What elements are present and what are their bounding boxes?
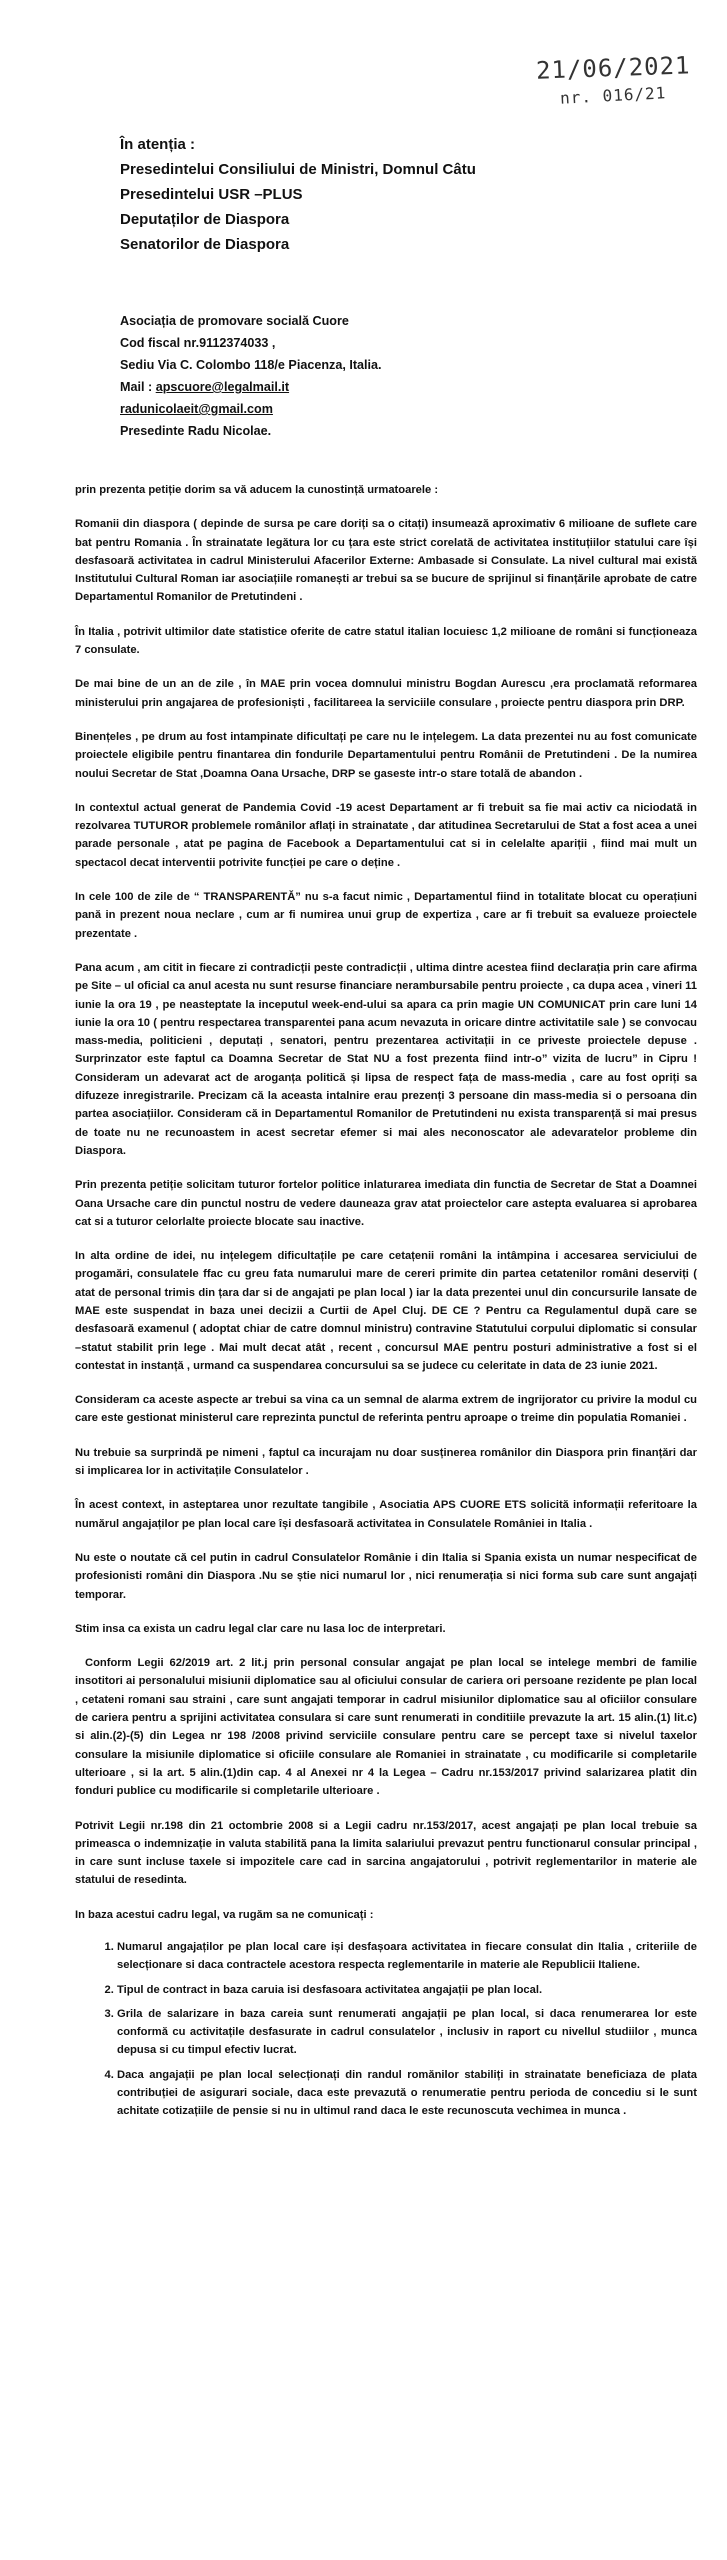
sender-address: Sediu Via C. Colombo 118/e Piacenza, Italia. <box>120 358 382 372</box>
sender-president: Presedinte Radu Nicolae. <box>120 424 272 438</box>
mail-link-secondary[interactable]: radunicolaeit@gmail.com <box>120 402 273 416</box>
list-item: 2. Tipul de contract in baza caruia isi desfasoara activitatea angajații pe plan local. <box>117 1981 697 1999</box>
addressee-line: Presedintelui Consiliului de Ministri, Domnul Câtu <box>120 161 476 178</box>
body-paragraph: Potrivit Legii nr.198 din 21 octombrie 2008 si a Legii cadru nr.153/2017, acest angajați pe plan local trebuie sa primeasca o indemnizație in valuta stabilită pana la limita salariului prevazut pentru functionarul consular principal , in care sunt incluse taxele si impozitele care cad in sarcina angajatorului , potrivit reglementarilor in materie ale statului de resedinta. <box>75 1819 697 1887</box>
body-paragraph: Prin prezenta petiție solicitam tuturor fortelor politice inlaturarea imediata din functia de Secretar de Stat a Doamnei Oana Ursache care din punctul nostru de vedere dauneaza grav atat proiectelor care astepta evaluarea si aprobarea cat si a tuturor celorlalte proiecte blocate sau inactive. <box>75 1179 697 1228</box>
body-paragraph: În acest context, in asteptarea unor rezultate tangibile , Asociatia APS CUORE ETS solicită informații referitoare la numărul angajaților pe plan local care își desfasoară activitatea in Consulatele României in Italia . <box>75 1499 697 1530</box>
addressee-block <box>120 132 687 257</box>
body-paragraph: Consideram ca aceste aspecte ar trebui sa vina ca un semnal de alarma extrem de ingrijorator cu privire la modul cu care este gestionat ministerul care reprezinta punctul de referinta pentru aproape o treime din populatia Romaniei . <box>75 1394 697 1425</box>
addressee-line: Senatorilor de Diaspora <box>120 236 290 253</box>
body-paragraph: Pana acum , am citit in fiecare zi contradicții peste contradicții , ultima dintre acestea fiind declarația prin care afirma pe Site – ul oficial ca anul acesta nu sunt resurse financiare nerambursabile pentru proiecte , ca dupa acea , vineri 11 iunie la ora 19 , pe neasteptate la inceputul week-end-ului sa apara ca prin magie UN COMUNICAT prin care luni 14 iunie la ora 10 ( pentru respectarea transparentei pana acum nevazuta in oricare dintre activitatile sale ) se convocau mass-media, politicieni , deputați , senatori, pentru prezentarea activitații in ce priveste proiectele depuse . Surprinzator este faptul ca Doamna Secretar de Stat NU a fost prezenta fiind intr-o” vizita de lucru” in Cipru ! Consideram un adevarat act de aroganța politică și lipsa de respect fața de mass-media , care au fost opriți sa difuzeze inregistrarile. Precizam că la aceasta intalnire erau prezenți 3 persoane din mass-media si o persoana din partea asociațiilor. Consideram că in Departamentul Romanilor de Pretutindeni nu exista transparență si mai presus de toate nu ne recunoastem in acest secretar efemer si mai ales neconoscator ale adevaratelor probleme din Diaspora. <box>75 961 697 1157</box>
list-item: 1. Numarul angajaților pe plan local care iși desfașoara activitatea in fiecare consulat din Italia , criteriile de selecționare si daca contractele acestora respecta reglementarile in materie ale Republicii Italiene. <box>117 1938 697 1975</box>
intro-paragraph: prin prezenta petiție dorim sa vă aducem la cunostință urmatoarele : <box>75 484 439 496</box>
body-paragraph: In alta ordine de idei, nu ințelegem dificultațile pe care cetațenii români la intâmpina i accesarea serviciului de progamări, consulatele ffac cu greu fata numarului mare de cereri primite din partea cetatenilor români deserviți ( atat de personal trimis din țara dar si de angajati pe plan local ) iar la data prezentei unul din concursurile lansate de MAE este suspendat in baza unei decizii a Curtii de Apel Cluj. DE CE ? Pentru ca Regulamentul după care se desfasoară examenul ( adoptat chiar de catre domnul ministru) contravine Statutului corpului diplomatic si consular –statut stabilit prin lege . Mai mult decat atât , recent , concursul MAE pentru posturi administrative a fost si el contestat in instanță , urmand ca suspendarea concursului sa se judece cu celeritate in data de 23 iunie 2021. <box>75 1250 697 1372</box>
body-paragraph: Stim insa ca exista un cadru legal clar care nu lasa loc de interpretari. <box>75 1622 446 1635</box>
list-item: 4. Daca angajații pe plan local selecționați din randul romănilor stabiliți in strainatate beneficiaza de plata contribuției de asigurari sociale, daca este prevazută o renumeratie pentru perioda de concediu si le sunt achitate cotizațiile de pensie si nu in ultimul rand daca le este recunoscuta vechimea in munca . <box>117 2066 697 2121</box>
body-paragraph: Conform Legii 62/2019 art. 2 lit.j prin personal consular angajat pe plan local se intelege membri de familie insotitori ai personalului misiunii diplomatice sau al oficiului consular de cariera ori persoane rezidente pe plan local , cetateni romani sau straini , care sunt angajati temporar in cadrul misiunilor diplomatice sau al oficiilor consulare de cariera pentru a sprijini activitatea consulara si care sunt renumerati in conditiile prevazute la art. 15 alin.(1) lit.c) si alin.(2)-(5) din Legea nr 198 /2008 privind serviciile consulare pentru care se percept taxe si nivelul taxelor consulare la misiunile diplomatice si oficiile consulare ale Romaniei in strainatate , cu modificarile si completarile ulterioare , si la art. 5 alin.(1)din cap. 4 al Anexei nr 4 la Legea – Cadru nr.153/2017 privind salarizarea platit din fonduri publice cu modificarile si completarile ulterioare . <box>75 1657 697 1798</box>
handwritten-date: 21/06/2021 <box>535 51 691 85</box>
body-paragraph: In baza acestui cadru legal, va rugăm sa ne comunicați : <box>75 1908 374 1921</box>
letter-body <box>75 481 697 2127</box>
body-paragraph: In cele 100 de zile de “ TRANSPARENTĂ” nu s-a facut nimic , Departamentul fiind in totalitate blocat cu operațiuni pană in prezent noua neclare , cum ar fi numirea unui grup de expertiza , care ar fi trebuit sa evalueze proiectele prezentate . <box>75 891 697 940</box>
body-paragraph: Binențeles , pe drum au fost intampinate dificultați pe care nu le ințelegem. La data prezentei nu au fost comunicate proiectele eligibile pentru finantarea din fondurile Departamentului pentru Românii de Pretutindeni . De la numirea noului Secretar de Stat ,Doamna Oana Ursache, DRP se gaseste intr-o stare totală de abandon . <box>75 730 697 780</box>
addressee-line: Deputaților de Diaspora <box>120 211 290 228</box>
sender-block <box>120 310 687 442</box>
sender-org: Asociația de promovare socială Cuore <box>120 314 349 328</box>
body-paragraph: În Italia , potrivit ultimilor date statistice oferite de catre statul italian locuiesc 1,2 milioane de români si funcționeaza 7 consulate. <box>75 625 697 657</box>
body-paragraph: Nu trebuie sa surprindă pe nimeni , faptul ca incurajam nu doar susținerea românilor din Diaspora prin finanțări dar si implicarea lor in activitațile Consulatelor . <box>75 1446 697 1478</box>
request-list <box>75 1938 697 2121</box>
mail-label: Mail : <box>120 380 156 394</box>
body-paragraph: In contextul actual generat de Pandemia Covid -19 acest Departament ar fi trebuit sa fie mai activ ca niciodată in rezolvarea TUTUROR problemele românilor aflați in strainatate , dar atitudinea Secretarului de Stat a fost acea a unei parade personale , atat pe pagina de Facebook a Departamentului cat si in celelalte apariții , fiind mai mult un spectacol decat interventii potrivite funcției pe care o deține . <box>75 801 697 869</box>
body-paragraph: Romanii din diaspora ( depinde de sursa pe care doriți sa o citați) insumează aproximativ 6 milioane de suflete care bat pentru Romania . În strainatate legătura lor cu țara este strict corelată de activitatea instituțiilor statului care își desfasoară activitatea in cadrul Ministerului Afacerilor Externe: Ambasade si Consulate. La nivel cultural mai există Institutului Cultural Roman iar asociațiile romanești ar trebui sa se bucure de sprijinul si finanțările aprobate de catre Departamentul Romanilor de Pretutindeni . <box>75 518 697 604</box>
body-paragraph: De mai bine de un an de zile , în MAE prin vocea domnului ministru Bogdan Aurescu ,era proclamată reformarea ministerului prin angajarea de profesioniști , facilitareea la serviciile consulare , proiecte pentru diaspora prin DRP. <box>75 678 697 709</box>
handwritten-registration-number: nr. 016/21 <box>559 83 667 108</box>
body-paragraph: Nu este o noutate că cel putin in cadrul Consulatelor Românie i din Italia si Spania exista un numar nespecificat de profesionisti români din Diaspora .Nu se știe nici numarul lor , nici renumerația si nici forma sub care sunt angajați temporar. <box>75 1551 697 1601</box>
mail-link[interactable]: apscuore@legalmail.it <box>155 380 290 394</box>
sender-mail-line <box>120 376 687 398</box>
addressee-line: Presedintelui USR –PLUS <box>120 186 303 203</box>
list-item: 3. Grila de salarizare in baza careia sunt renumerati angajații pe plan local, si daca renumerarea lor este conformă cu activitațile desfasurate in cadrul consulatelor , inclusiv in raport cu nivellul studiilor , munca depusa si cu timpul efectiv lucrat. <box>117 2005 697 2060</box>
sender-fiscal-code: Cod fiscal nr.9112374033 , <box>120 336 276 350</box>
attention-line: În atenția : <box>120 136 196 153</box>
